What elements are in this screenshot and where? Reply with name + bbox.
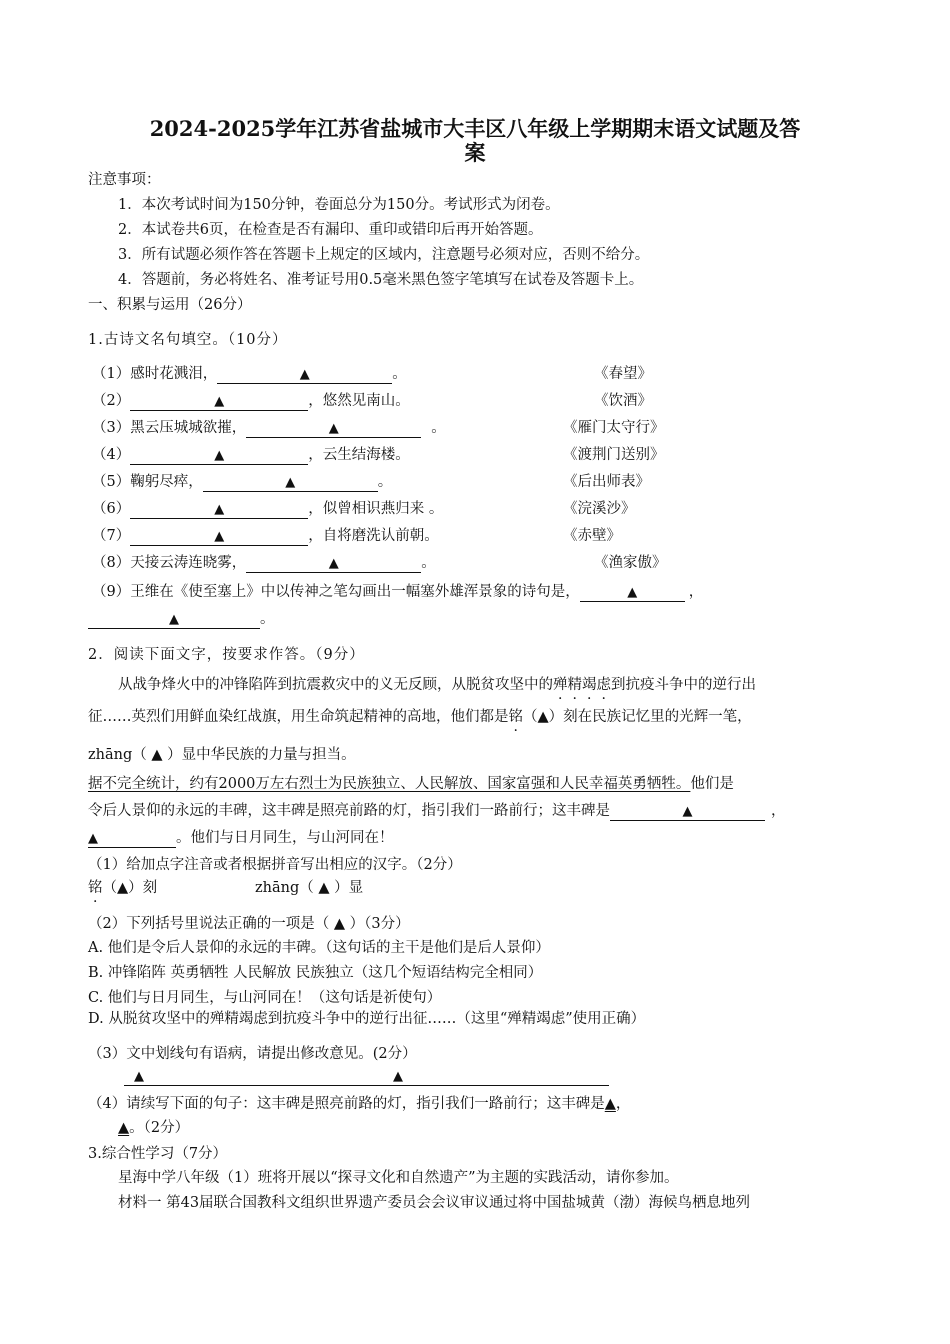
answer-blank[interactable]: ▲ — [88, 830, 176, 848]
answer-blank[interactable]: ▲ — [203, 474, 378, 492]
poem-source: 《渔家傲》 — [594, 555, 667, 571]
sub-question-1-answer-b: zhāng（ ▲ ）显 — [255, 880, 364, 896]
answer-blank[interactable]: ▲ — [610, 803, 765, 821]
poem-source: 《雁门太守行》 — [563, 420, 665, 436]
option-a: A. 他们是令后人景仰的永远的丰碑。（这句话的主干是他们是后人景仰） — [88, 940, 550, 956]
material-one: 材料一 第43届联合国教科文组织世界遗产委员会会议审议通过将中国盐城黄（渤）海候鸟栖息地列 — [118, 1195, 751, 1211]
sub-question-4: （4）请续写下面的句子：这丰碑是照亮前路的灯，指引我们一路前行；这丰碑是▲， — [88, 1096, 631, 1112]
blank-mark: ▲ — [134, 1069, 144, 1084]
notes-heading: 注意事项： — [88, 172, 161, 188]
poem-item-7: （7） ▲ ，自将磨洗认前朝。 — [92, 528, 439, 544]
poem-item-9: （9）王维在《使至塞上》中以传神之笔勾画出一幅塞外雄浑景象的诗句是， ▲ ， — [92, 584, 704, 600]
passage-line: 征……英烈们用鲜血染红战旗，用生命筑起精神的高地，他们都是铭（▲）刻在民族记忆里的光辉一笔， — [88, 709, 752, 725]
note-item: 2．本试卷共6页，在检查是否有漏印、重印或错印后再开始答题。 — [118, 222, 543, 238]
passage-line: ▲ 。他们与日月同生，与山河同在！ — [88, 830, 394, 846]
answer-blank[interactable]: ▲ — [130, 447, 308, 465]
option-d: D. 从脱贫攻坚中的殚精竭虑到抗疫斗争中的逆行出征……（这里“殚精竭虑”使用正确） — [88, 1011, 646, 1027]
passage-line: 令后人景仰的永远的丰碑，这丰碑是照亮前路的灯，指引我们一路前行；这丰碑是 ▲ ， — [88, 803, 786, 819]
question-3-heading: 3.综合性学习（7分） — [88, 1146, 228, 1162]
poem-source: 《饮酒》 — [594, 393, 652, 409]
poem-item-1: （1）感时花溅泪， ▲ 。 — [92, 366, 407, 382]
note-item: 1．本次考试时间为150分钟，卷面总分为150分。考试形式为闭卷。 — [118, 197, 560, 213]
dotted-char: 竭 — [582, 677, 597, 693]
poem-source: 《赤壁》 — [563, 528, 621, 544]
option-c: C. 他们与日月同生，与山河同在！（这句话是祈使句） — [88, 990, 442, 1006]
page-title-continued: 案 — [464, 140, 486, 165]
sub-question-2: （2）下列括号里说法正确的一项是（ ▲ ）（3分） — [88, 916, 410, 932]
answer-blank[interactable]: ▲ — [217, 366, 392, 384]
question-1-heading: 1.古诗文名句填空。（10分） — [88, 332, 288, 348]
answer-blank[interactable]: ▲ — [604, 1096, 616, 1112]
answer-line[interactable] — [124, 1085, 609, 1086]
answer-blank[interactable]: ▲ — [246, 420, 421, 438]
sub-question-1: （1）给加点字注音或者根据拼音写出相应的汉字。（2分） — [88, 857, 462, 873]
answer-blank[interactable]: ▲ — [130, 501, 308, 519]
sub-question-3: （3）文中划线句有语病，请提出修改意见。(2分） — [88, 1046, 417, 1062]
poem-item-4: （4） ▲ ，云生结海楼。 — [92, 447, 410, 463]
poem-item-3: （3）黑云压城城欲摧， ▲ 。 — [92, 420, 446, 436]
poem-item-9-continued: ▲ 。 — [88, 609, 275, 629]
passage-line: 从战争烽火中的冲锋陷阵到抗震救灾中的义无反顾，从脱贫攻坚中的殚精竭虑到抗疫斗争中的逆行出 — [118, 677, 756, 693]
section-heading: 一、积累与运用（26分） — [88, 297, 252, 313]
answer-blank[interactable]: ▲ — [246, 555, 421, 573]
answer-blank[interactable]: ▲ — [118, 1120, 130, 1136]
note-item: 3．所有试题必须作答在答题卡上规定的区域内，注意题号必须对应，否则不给分。 — [118, 247, 650, 263]
poem-item-2: （2） ▲ ，悠然见南山。 — [92, 393, 410, 409]
question-3-intro: 星海中学八年级（1）班将开展以“探寻文化和自然遗产”为主题的实践活动，请你参加。 — [118, 1170, 679, 1186]
dotted-char: 殚 — [553, 677, 568, 693]
answer-blank[interactable]: ▲ — [130, 528, 308, 546]
poem-source: 《后出师表》 — [563, 474, 650, 490]
sub-question-4-continued: ▲。（2分） — [118, 1120, 190, 1136]
poem-item-6: （6） ▲ ，似曾相识燕归来 。 — [92, 501, 444, 517]
underlined-sentence: 据不完全统计，约有2000万左右烈士为民族独立、人民解放、国家富强和人民幸福英勇牺牲。 — [88, 776, 691, 792]
answer-blank[interactable]: ▲ — [580, 584, 685, 602]
poem-source: 《浣溪沙》 — [563, 501, 636, 517]
blank-mark: ▲ — [393, 1069, 403, 1084]
answer-blank[interactable]: ▲ — [130, 393, 308, 411]
poem-item-5: （5）鞠躬尽瘁， ▲ 。 — [92, 474, 393, 490]
dotted-char: 虑 — [596, 677, 611, 693]
poem-item-8: （8）天接云涛连晓雾， ▲ 。 — [92, 555, 436, 571]
dotted-char: 铭 — [88, 880, 103, 896]
dotted-char: 铭 — [508, 709, 523, 725]
poem-source: 《渡荆门送别》 — [563, 447, 665, 463]
note-item: 4．答题前，务必将姓名、准考证号用0.5毫米黑色签字笔填写在试卷及答题卡上。 — [118, 272, 644, 288]
option-b: B. 冲锋陷阵 英勇牺牲 人民解放 民族独立（这几个短语结构完全相同） — [88, 965, 543, 981]
sub-question-1-answer-a: 铭（▲）刻 — [88, 880, 158, 896]
page-title: 2024-2025学年江苏省盐城市大丰区八年级上学期期末语文试题及答 — [149, 116, 801, 141]
answer-blank[interactable]: ▲ — [88, 611, 260, 629]
dotted-char: 精 — [567, 677, 582, 693]
passage-line: zhāng（ ▲ ）显中华民族的力量与担当。 — [88, 747, 356, 763]
passage-line: 据不完全统计，约有2000万左右烈士为民族独立、人民解放、国家富强和人民幸福英勇牺牲。他们是 — [88, 776, 734, 792]
poem-source: 《春望》 — [594, 366, 652, 382]
question-2-heading: 2．阅读下面文字，按要求作答。（9分） — [88, 647, 365, 663]
